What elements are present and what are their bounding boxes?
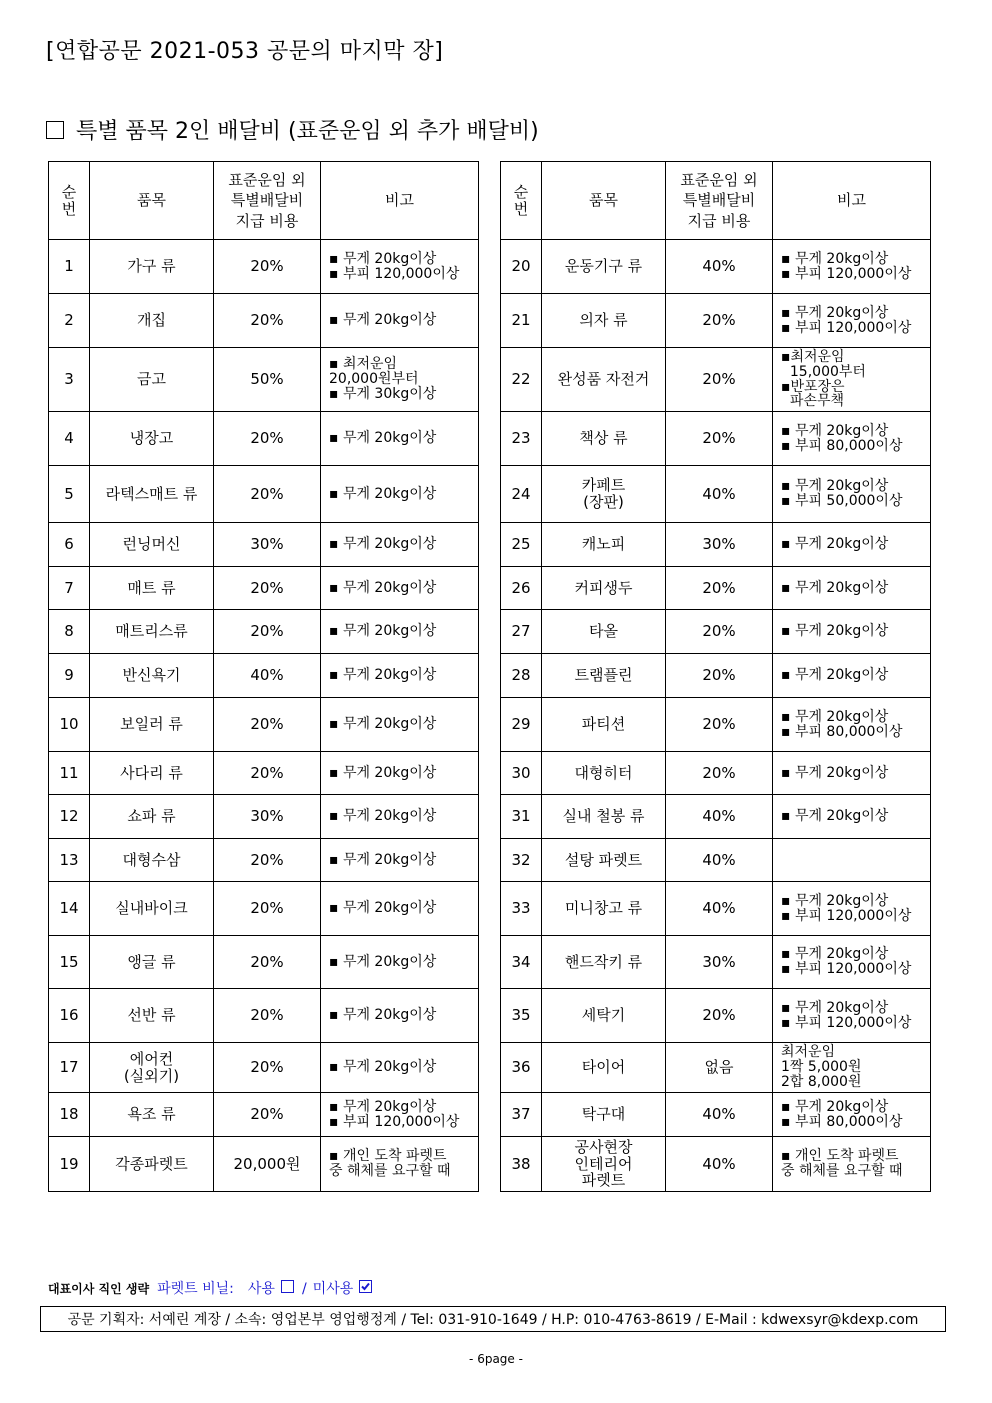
cell-note: ▪ 무게 20kg이상: [321, 795, 479, 839]
cell-note: ▪ 무게 20kg이상 ▪ 부피 80,000이상: [773, 1093, 931, 1137]
cell-note: ▪ 개인 도착 파렛트 중 해체를 요구할 때: [773, 1137, 931, 1192]
cell-note: ▪ 무게 20kg이상: [321, 882, 479, 936]
table-row: [501, 294, 931, 348]
cell-rate: 20%: [214, 412, 321, 466]
cell-note: ▪ 무게 20kg이상: [321, 412, 479, 466]
cell-note: ▪ 무게 20kg이상: [321, 294, 479, 348]
cell-seq: 11: [49, 752, 90, 795]
cell-seq: 14: [49, 882, 90, 936]
cell-item: 대형수삼: [90, 839, 214, 882]
cell-rate: 40%: [666, 466, 773, 523]
cell-rate: 20%: [214, 936, 321, 989]
cell-note: ▪ 최저운임 20,000원부터 ▪ 무게 30kg이상: [321, 348, 479, 412]
cell-seq: 23: [501, 412, 542, 466]
cell-rate: 20%: [666, 610, 773, 654]
cell-note: ▪ 무게 20kg이상 ▪ 부피 120,000이상: [773, 882, 931, 936]
table-row: [501, 348, 931, 412]
cell-note: ▪ 무게 20kg이상 ▪ 부피 120,000이상: [773, 989, 931, 1043]
cell-rate: 50%: [214, 348, 321, 412]
cell-rate: 20%: [214, 698, 321, 752]
table-header-row: [49, 162, 479, 240]
cell-note: ▪ 무게 20kg이상: [321, 1043, 479, 1093]
cell-item: 금고: [90, 348, 214, 412]
table-row: [49, 882, 479, 936]
cell-seq: 15: [49, 936, 90, 989]
items-table-left: [48, 161, 479, 1192]
cell-note: ▪ 무게 20kg이상: [773, 795, 931, 839]
cell-item: 매트리스류: [90, 610, 214, 654]
table-row: [49, 610, 479, 654]
table-row: [49, 1043, 479, 1093]
cell-rate: 40%: [666, 1137, 773, 1192]
table-row: [501, 240, 931, 294]
cell-seq: 33: [501, 882, 542, 936]
cell-seq: 20: [501, 240, 542, 294]
cell-rate: 20%: [214, 752, 321, 795]
cell-rate: 40%: [666, 1093, 773, 1137]
cell-item: 타이어: [542, 1043, 666, 1093]
cell-note: ▪ 무게 20kg이상 ▪ 부피 120,000이상: [321, 1093, 479, 1137]
cell-seq: 31: [501, 795, 542, 839]
cell-seq: 19: [49, 1137, 90, 1192]
cell-item: 미니창고 류: [542, 882, 666, 936]
cell-rate: 40%: [666, 839, 773, 882]
cell-seq: 34: [501, 936, 542, 989]
cell-note: ▪ 무게 20kg이상: [773, 610, 931, 654]
cell-seq: 28: [501, 654, 542, 698]
signature-note: 대표이사 직인 생략: [48, 1282, 150, 1296]
table-row: [49, 466, 479, 523]
cell-note: ▪ 무게 20kg이상 ▪ 부피 120,000이상: [773, 240, 931, 294]
cell-item: 냉장고: [90, 412, 214, 466]
header-item: 품목: [90, 162, 214, 240]
table-row: [49, 1137, 479, 1192]
table-row: [49, 412, 479, 466]
cell-item: 라텍스매트 류: [90, 466, 214, 523]
cell-rate: 30%: [214, 795, 321, 839]
cell-seq: 27: [501, 610, 542, 654]
cell-rate: 40%: [666, 240, 773, 294]
cell-note: ▪최저운임 15,000부터 ▪반포장은 파손무책: [773, 348, 931, 412]
cell-item: 트램플린: [542, 654, 666, 698]
cell-seq: 18: [49, 1093, 90, 1137]
cell-item: 대형히터: [542, 752, 666, 795]
cell-seq: 2: [49, 294, 90, 348]
nonuse-label: 미사용: [312, 1281, 354, 1297]
header-seq: 순 번: [501, 162, 542, 240]
cell-rate: 20%: [214, 989, 321, 1043]
cell-rate: 20%: [214, 240, 321, 294]
cell-note: 최저운임 1짝 5,000원 2합 8,000원: [773, 1043, 931, 1093]
table-row: [49, 240, 479, 294]
table-row: [501, 1137, 931, 1192]
cell-note: ▪ 무게 20kg이상: [321, 989, 479, 1043]
contact-info: 공문 기획자: 서예린 계장 / 소속: 영업본부 영업행정계 / Tel: 031-910-1649 / H.P: 010-4763-8619 / E-Mail : kdwexsyr@kdexp.com: [67, 1312, 919, 1328]
cell-item: 운동기구 류: [542, 240, 666, 294]
cell-note: ▪ 무게 20kg이상: [321, 466, 479, 523]
table-row: [49, 523, 479, 567]
cell-note: ▪ 무게 20kg이상: [773, 654, 931, 698]
cell-note: ▪ 무게 20kg이상: [321, 523, 479, 567]
table-row: [501, 752, 931, 795]
use-checkbox[interactable]: [281, 1280, 294, 1293]
cell-note: [773, 839, 931, 882]
cell-seq: 38: [501, 1137, 542, 1192]
cell-item: 설탕 파렛트: [542, 839, 666, 882]
table-row: [49, 839, 479, 882]
table-row: [501, 523, 931, 567]
cell-note: ▪ 무게 20kg이상 ▪ 부피 50,000이상: [773, 466, 931, 523]
cell-seq: 13: [49, 839, 90, 882]
cell-seq: 16: [49, 989, 90, 1043]
cell-seq: 17: [49, 1043, 90, 1093]
cell-note: ▪ 무게 20kg이상: [773, 523, 931, 567]
cell-note: ▪ 무게 20kg이상 ▪ 부피 80,000이상: [773, 412, 931, 466]
cell-seq: 7: [49, 567, 90, 610]
cell-seq: 30: [501, 752, 542, 795]
cell-item: 에어컨 (실외기): [90, 1043, 214, 1093]
table-row: [501, 839, 931, 882]
cell-note: ▪ 무게 20kg이상 ▪ 부피 120,000이상: [773, 936, 931, 989]
nonuse-checkbox[interactable]: [359, 1280, 372, 1293]
cell-item: 반신욕기: [90, 654, 214, 698]
cell-rate: 20%: [666, 348, 773, 412]
cell-note: ▪ 무게 20kg이상 ▪ 부피 80,000이상: [773, 698, 931, 752]
cell-item: 캐노피: [542, 523, 666, 567]
table-row: [501, 1093, 931, 1137]
cell-item: 매트 류: [90, 567, 214, 610]
cell-seq: 25: [501, 523, 542, 567]
table-row: [501, 412, 931, 466]
cell-seq: 21: [501, 294, 542, 348]
cell-seq: 9: [49, 654, 90, 698]
cell-note: ▪ 무게 20kg이상: [321, 936, 479, 989]
cell-rate: 20%: [666, 698, 773, 752]
cell-note: ▪ 무게 20kg이상: [321, 752, 479, 795]
table-row: [49, 936, 479, 989]
cell-rate: 없음: [666, 1043, 773, 1093]
cell-rate: 30%: [214, 523, 321, 567]
table-row: [501, 466, 931, 523]
table-header-row: [501, 162, 931, 240]
cell-rate: 20%: [666, 412, 773, 466]
cell-item: 각종파렛트: [90, 1137, 214, 1192]
cell-seq: 24: [501, 466, 542, 523]
cell-seq: 4: [49, 412, 90, 466]
header-note: 비고: [773, 162, 931, 240]
contact-info-box: [40, 1306, 946, 1332]
table-row: [501, 795, 931, 839]
header-rate: 표준운임 외 특별배달비 지급 비용: [214, 162, 321, 240]
cell-item: 책상 류: [542, 412, 666, 466]
cell-note: ▪ 무게 20kg이상: [321, 567, 479, 610]
cell-item: 앵글 류: [90, 936, 214, 989]
cell-item: 개집: [90, 294, 214, 348]
cell-item: 가구 류: [90, 240, 214, 294]
cell-seq: 10: [49, 698, 90, 752]
table-row: [501, 882, 931, 936]
cell-note: ▪ 개인 도착 파렛트 중 해체를 요구할 때: [321, 1137, 479, 1192]
table-row: [49, 795, 479, 839]
cell-item: 의자 류: [542, 294, 666, 348]
checkmark-icon: [360, 1281, 371, 1292]
cell-rate: 20%: [214, 567, 321, 610]
table-row: [501, 936, 931, 989]
table-row: [501, 989, 931, 1043]
cell-rate: 20%: [666, 989, 773, 1043]
cell-note: ▪ 무게 20kg이상: [773, 567, 931, 610]
cell-note: ▪ 무게 20kg이상: [321, 654, 479, 698]
table-row: [49, 752, 479, 795]
table-row: [501, 567, 931, 610]
cell-seq: 37: [501, 1093, 542, 1137]
cell-item: 선반 류: [90, 989, 214, 1043]
section-title-text: 특별 품목 2인 배달비 (표준운임 외 추가 배달비): [76, 119, 539, 144]
cell-item: 실내 철봉 류: [542, 795, 666, 839]
header-seq: 순 번: [49, 162, 90, 240]
cell-rate: 40%: [666, 795, 773, 839]
cell-rate: 20,000원: [214, 1137, 321, 1192]
table-row: [49, 348, 479, 412]
cell-note: ▪ 무게 20kg이상: [321, 610, 479, 654]
cell-item: 완성품 자전거: [542, 348, 666, 412]
header-rate: 표준운임 외 특별배달비 지급 비용: [666, 162, 773, 240]
table-row: [501, 654, 931, 698]
cell-rate: 30%: [666, 523, 773, 567]
cell-rate: 20%: [214, 610, 321, 654]
cell-rate: 20%: [214, 1043, 321, 1093]
cell-item: 파티션: [542, 698, 666, 752]
cell-item: 보일러 류: [90, 698, 214, 752]
cell-rate: 20%: [666, 752, 773, 795]
table-row: [501, 1043, 931, 1093]
cell-item: 타올: [542, 610, 666, 654]
cell-seq: 36: [501, 1043, 542, 1093]
cell-seq: 3: [49, 348, 90, 412]
cell-seq: 5: [49, 466, 90, 523]
cell-rate: 20%: [666, 567, 773, 610]
table-row: [49, 294, 479, 348]
cell-item: 세탁기: [542, 989, 666, 1043]
section-title: [46, 114, 539, 145]
cell-item: 탁구대: [542, 1093, 666, 1137]
document-header: [연합공문 2021-053 공문의 마지막 장]: [46, 39, 444, 64]
cell-seq: 32: [501, 839, 542, 882]
use-label: 사용: [247, 1281, 275, 1297]
cell-seq: 1: [49, 240, 90, 294]
cell-rate: 30%: [666, 936, 773, 989]
cell-item: 공사현장 인테리어 파렛트: [542, 1137, 666, 1192]
table-row: [49, 654, 479, 698]
header-note: 비고: [321, 162, 479, 240]
cell-seq: 22: [501, 348, 542, 412]
cell-rate: 40%: [214, 654, 321, 698]
cell-rate: 20%: [214, 294, 321, 348]
pallet-vinyl-option: [48, 1278, 372, 1298]
cell-rate: 20%: [214, 466, 321, 523]
table-row: [501, 610, 931, 654]
cell-note: ▪ 무게 20kg이상: [321, 698, 479, 752]
page-number: - 6page -: [469, 1352, 523, 1366]
table-row: [49, 567, 479, 610]
cell-note: ▪ 무게 20kg이상: [773, 752, 931, 795]
cell-seq: 35: [501, 989, 542, 1043]
cell-rate: 40%: [666, 882, 773, 936]
header-item: 품목: [542, 162, 666, 240]
cell-rate: 20%: [214, 1093, 321, 1137]
items-table-right: [500, 161, 931, 1192]
table-row: [49, 698, 479, 752]
cell-item: 런닝머신: [90, 523, 214, 567]
cell-seq: 26: [501, 567, 542, 610]
pallet-vinyl-label: 파렛트 비닐:: [157, 1281, 234, 1297]
table-row: [49, 989, 479, 1043]
cell-item: 쇼파 류: [90, 795, 214, 839]
cell-rate: 20%: [666, 654, 773, 698]
table-row: [49, 1093, 479, 1137]
cell-item: 커피생두: [542, 567, 666, 610]
cell-rate: 20%: [666, 294, 773, 348]
square-bullet-icon: [46, 121, 64, 139]
cell-seq: 8: [49, 610, 90, 654]
cell-rate: 20%: [214, 882, 321, 936]
table-row: [501, 698, 931, 752]
cell-item: 핸드작키 류: [542, 936, 666, 989]
cell-note: ▪ 무게 20kg이상: [321, 839, 479, 882]
cell-seq: 12: [49, 795, 90, 839]
cell-note: ▪ 무게 20kg이상 ▪ 부피 120,000이상: [773, 294, 931, 348]
cell-seq: 6: [49, 523, 90, 567]
cell-note: ▪ 무게 20kg이상 ▪ 부피 120,000이상: [321, 240, 479, 294]
cell-item: 카페트 (장판): [542, 466, 666, 523]
cell-seq: 29: [501, 698, 542, 752]
option-separator: /: [301, 1281, 307, 1297]
cell-item: 사다리 류: [90, 752, 214, 795]
cell-item: 실내바이크: [90, 882, 214, 936]
cell-rate: 20%: [214, 839, 321, 882]
cell-item: 욕조 류: [90, 1093, 214, 1137]
